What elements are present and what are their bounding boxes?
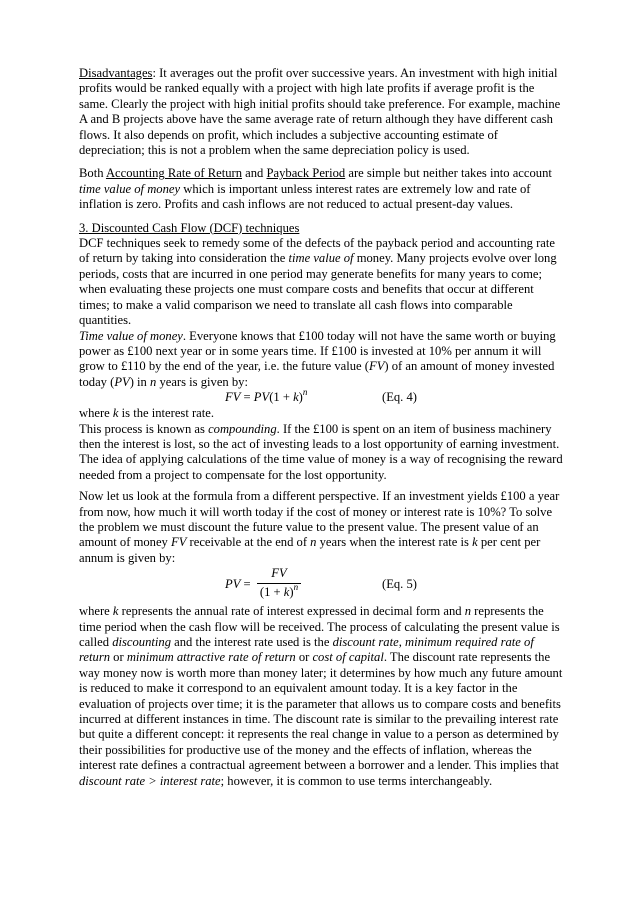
- disadvantages-heading: Disadvantages: [79, 66, 153, 80]
- symbol-n: n: [310, 535, 317, 550]
- symbol-k: k: [112, 604, 119, 619]
- term-discount-rate: discount rate: [332, 635, 399, 649]
- text-run: years is given by:: [156, 374, 248, 389]
- equation-4-expression: [225, 387, 308, 405]
- term-time-value-of-money: time value of money: [79, 181, 181, 196]
- eq4-pv: PV: [253, 390, 270, 405]
- equation-5-fraction: [257, 566, 301, 600]
- text-run: where: [79, 406, 113, 421]
- equation-5: [79, 566, 564, 604]
- text-run: years when the interest rate is: [316, 535, 473, 550]
- eq5-den-open: (1 +: [259, 584, 284, 599]
- text-run: represents the annual rate of interest expressed in decimal form and: [118, 604, 465, 619]
- term-payback-period: Payback Period: [266, 166, 346, 181]
- equation-5-lhs: [225, 577, 251, 592]
- eq4-k: k: [293, 390, 299, 405]
- equation-4: [79, 387, 564, 406]
- text-run: Both: [79, 166, 106, 181]
- symbol-n: n: [150, 374, 157, 389]
- paragraph-dcf-intro: [79, 236, 564, 328]
- text-run: which is important unless interest rates are extremely low and rate of inflation is zero. Profits and cash inflows are not reduced to actual present-day values.: [79, 181, 531, 212]
- symbol-fv: FV: [369, 359, 385, 374]
- eq4-paren-close: ): [298, 390, 303, 405]
- term-time-value: time value of: [288, 251, 354, 266]
- term-minimum-required-rate: minimum required rate of return: [79, 635, 534, 665]
- symbol-k: k: [112, 406, 119, 421]
- equation-4-label: (Eq. 4): [382, 390, 417, 405]
- symbol-pv: PV: [114, 374, 130, 389]
- text-run: and the interest rate used is the: [171, 635, 333, 649]
- text-run: per cent per annum is given by:: [79, 535, 541, 565]
- term-compounding: compounding: [208, 421, 277, 436]
- text-run: where: [79, 604, 113, 619]
- paragraph-discount-rate: [79, 604, 564, 789]
- text-run: or: [295, 650, 313, 665]
- disadvantages-text: : It averages out the profit over successive years. An investment with high initial profits would be ranked equally with a project with high late profits if average profit is the same. Clearly the project with high initial profits should take preference. For example, machine A and B projects above have the same average rate of return although they have different cash flows. It also depends on profit, which includes a subjective accounting estimate of depreciation; this is not a problem when the same depreciation policy is used.: [79, 66, 561, 158]
- eq5-den-close: ): [289, 584, 294, 599]
- eq4-exponent: n: [302, 387, 308, 398]
- paragraph-discounting-intro: [79, 489, 564, 566]
- text-run: is the interest rate.: [118, 406, 214, 421]
- text-run: and: [242, 166, 267, 181]
- eq4-lhs: FV: [225, 390, 241, 405]
- eq5-equals: =: [240, 577, 251, 592]
- text-run: ) of an amount of money invested today (: [79, 359, 555, 389]
- text-run: Now let us look at the formula from a different perspective. If an investment yields £100 a year from now, how much it will worth today if the cost of money or interest rate is 10%? To solve the problem we must discount the future value to the present value. The present value of an amount of money: [79, 489, 560, 550]
- eq5-k: k: [283, 584, 290, 599]
- term-minimum-attractive-rate: minimum attractive rate of return: [126, 650, 296, 665]
- term-accounting-rate-of-return: Accounting Rate of Return: [105, 166, 243, 181]
- document-page: [79, 66, 564, 789]
- eq5-numerator: FV: [271, 566, 287, 581]
- text-run: ; however, it is common to use terms interchangeably.: [220, 773, 493, 788]
- paragraph-time-value: [79, 329, 564, 391]
- text-run: or: [110, 650, 127, 665]
- text-run: . The discount rate represents the way money now is worth more than money later; it determines by how much any future amount is reduced to make it correspond to an equivalent amount today. It is a key factor in the evaluation of projects over time; it is the parameter that allows us to compare costs and benefits incurred at different instances in time. The discount rate is similar to the prevailing interest rate but quite a different concept: it represents the real change in value to a person as determined by their possibilities for productive use of the money and the effects of inflation, whereas the interest rate defines a contractual agreement between a borrower and a lender. This implies that: [79, 650, 563, 773]
- section-heading-dcf: 3. Discounted Cash Flow (DCF) techniques: [79, 220, 300, 235]
- symbol-n: n: [464, 604, 472, 619]
- paragraph-where-k: [79, 406, 564, 421]
- paragraph-compounding: [79, 422, 564, 484]
- text-run: DCF techniques seek to remedy some of the defects of the payback period and accounting rate of return by taking into consideration the: [79, 236, 555, 266]
- text-run: are simple but neither takes into account: [345, 166, 552, 181]
- eq4-paren-open: (1 +: [269, 390, 294, 405]
- term-cost-of-capital: cost of capital: [312, 650, 384, 665]
- term-discount-vs-interest: discount rate > interest rate: [79, 773, 221, 788]
- text-run: ) in: [129, 374, 151, 389]
- text-run: . Everyone knows that £100 today will not have the same worth or buying power as £100 next year or in some years time. If £100 is invested at 10% per annum it will grow to £110 by the end of the year, i.e. the future value (: [79, 328, 556, 374]
- term-time-value-of-money: Time value of money: [79, 328, 183, 343]
- paragraph-disadvantages: [79, 66, 564, 158]
- text-run: . If the £100 is spent on an item of business machinery then the interest is lost, so the act of investing leads to a lost opportunity of earning investment. The idea of applying calculations of the time value of money is a way of recognising the reward needed from a project to compensate for the lost opportunity.: [79, 421, 563, 482]
- equation-5-label: (Eq. 5): [382, 577, 417, 592]
- eq4-equals: =: [240, 390, 254, 405]
- eq5-exponent: n: [293, 581, 299, 592]
- text-run: This process is known as: [79, 421, 209, 436]
- text-run: money. Many projects evolve over long periods, costs that are incurred in one period may generate benefits for many years to come; when evaluating these projects one must compare costs and benefits that occur at different times; to make a valid comparison we need to translate all cash flows into comparable quantities.: [79, 251, 557, 328]
- eq5-denominator: [257, 581, 301, 600]
- text-run: ,: [398, 635, 405, 649]
- term-discounting: discounting: [112, 635, 171, 649]
- paragraph-arr-payback: [79, 166, 564, 212]
- eq5-pv: PV: [225, 577, 241, 592]
- text-run: represents the time period when the cash flow will be received. The process of calculating the present value is called: [79, 604, 560, 649]
- symbol-fv: FV: [171, 535, 187, 550]
- symbol-k: k: [472, 535, 478, 550]
- text-run: receivable at the end of: [186, 535, 311, 550]
